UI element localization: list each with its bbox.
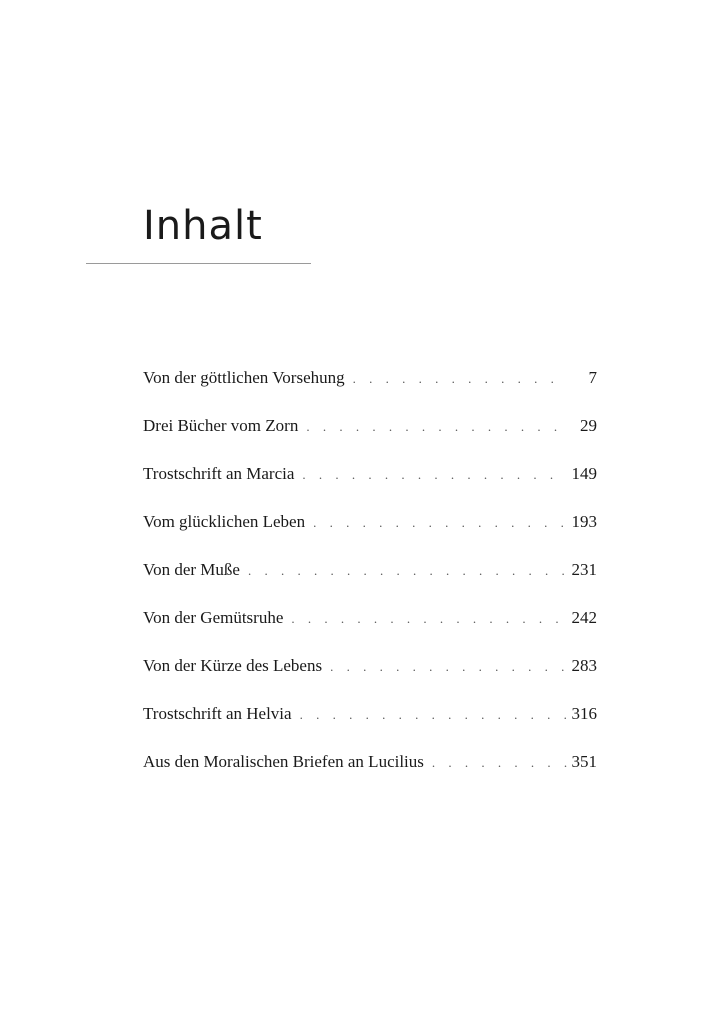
toc-entry-title: Vom glücklichen Leben xyxy=(143,512,306,531)
toc-dot-leader xyxy=(300,707,567,723)
toc-entry-page: 351 xyxy=(571,752,597,771)
toc-entry-page: 316 xyxy=(571,704,597,723)
toc-entry-title: Von der Gemütsruhe xyxy=(143,608,284,627)
page-title: Inhalt xyxy=(143,203,263,249)
toc-entry-title: Trostschrift an Helvia xyxy=(143,704,292,723)
toc-entry[interactable] xyxy=(143,368,597,416)
toc-dot-leader xyxy=(313,515,567,531)
toc-entry-title: Von der Muße xyxy=(143,560,240,579)
toc-entry[interactable] xyxy=(143,560,597,608)
toc-dot-leader xyxy=(432,755,567,771)
toc-dot-leader xyxy=(291,611,567,627)
toc-entry[interactable] xyxy=(143,704,597,752)
toc-dot-leader xyxy=(330,659,567,675)
toc-entry[interactable] xyxy=(143,752,597,800)
toc-entry-page: 7 xyxy=(588,368,597,387)
toc-entry-page: 283 xyxy=(571,656,597,675)
toc-entry[interactable] xyxy=(143,656,597,704)
toc-dot-leader xyxy=(302,467,567,483)
table-of-contents xyxy=(143,368,597,800)
toc-entry-page: 231 xyxy=(571,560,597,579)
toc-entry-page: 193 xyxy=(571,512,597,531)
toc-entry[interactable] xyxy=(143,608,597,656)
toc-entry-page: 242 xyxy=(571,608,597,627)
toc-entry-page: 149 xyxy=(571,464,597,483)
toc-entry-page: 29 xyxy=(580,416,597,435)
toc-entry-title: Von der Kürze des Lebens xyxy=(143,656,323,675)
toc-entry[interactable] xyxy=(143,464,597,512)
toc-dot-leader xyxy=(306,419,567,435)
toc-entry-title: Drei Bücher vom Zorn xyxy=(143,416,299,435)
toc-entry[interactable] xyxy=(143,512,597,560)
toc-entry[interactable] xyxy=(143,416,597,464)
toc-entry-title: Von der göttlichen Vorsehung xyxy=(143,368,345,387)
toc-dot-leader xyxy=(353,371,567,387)
toc-entry-title: Trostschrift an Marcia xyxy=(143,464,295,483)
toc-dot-leader xyxy=(248,563,567,579)
title-underline xyxy=(86,263,311,264)
toc-entry-title: Aus den Moralischen Briefen an Lucilius xyxy=(143,752,424,771)
